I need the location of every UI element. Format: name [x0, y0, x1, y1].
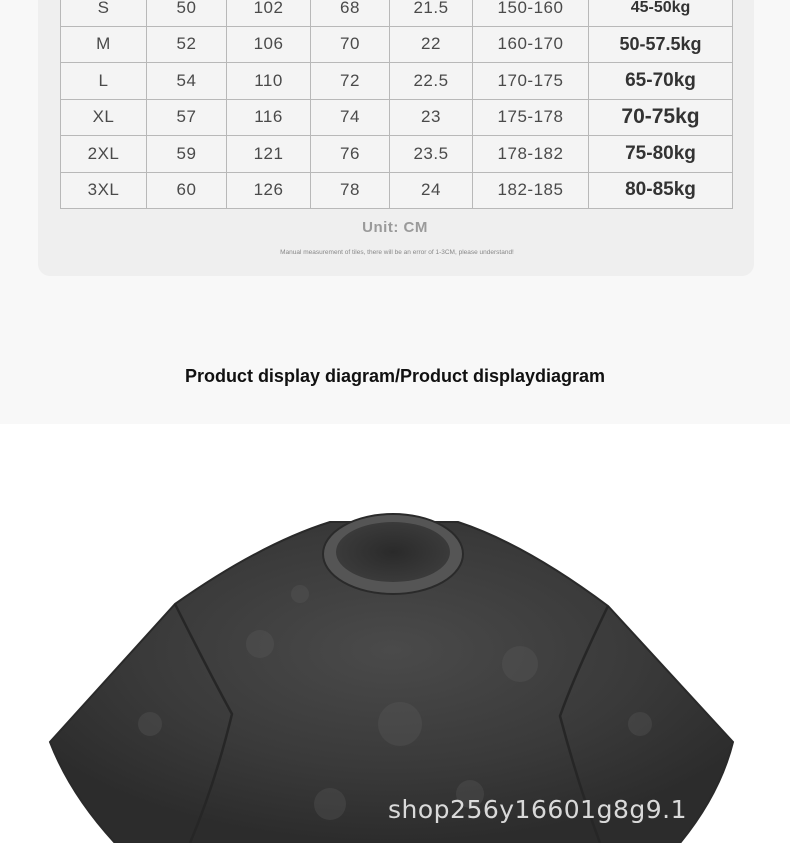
height-cell: 150-160: [473, 0, 589, 26]
measure-cell: 22: [390, 26, 473, 63]
measure-cell: 70: [311, 26, 390, 63]
table-row: [61, 63, 733, 100]
height-cell: 182-185: [473, 172, 589, 209]
table-row: [61, 0, 733, 26]
weight-cell: 75-80kg: [589, 136, 733, 173]
measure-cell: 78: [311, 172, 390, 209]
measure-cell: 110: [227, 63, 311, 100]
measure-cell: 116: [227, 99, 311, 136]
measure-cell: 50: [147, 0, 227, 26]
measure-cell: 72: [311, 63, 390, 100]
measure-cell: 74: [311, 99, 390, 136]
tshirt-photo-icon: [0, 424, 790, 843]
size-cell: 2XL: [61, 136, 147, 173]
measurement-note: Manual measurement of tiles, there will be an error of 1-3CM, please understand!: [280, 249, 514, 256]
measure-cell: 59: [147, 136, 227, 173]
size-cell: L: [61, 63, 147, 100]
weight-cell: 70-75kg: [589, 99, 733, 136]
measure-cell: 54: [147, 63, 227, 100]
unit-label: Unit: CM: [362, 219, 428, 236]
table-row: [61, 136, 733, 173]
weight-cell: 80-85kg: [589, 172, 733, 209]
measure-cell: 76: [311, 136, 390, 173]
height-cell: 160-170: [473, 26, 589, 63]
measure-cell: 121: [227, 136, 311, 173]
measure-cell: 23: [390, 99, 473, 136]
measure-cell: 60: [147, 172, 227, 209]
watermark-text: shop256y16601g8g9.1: [388, 795, 687, 824]
size-cell: M: [61, 26, 147, 63]
section-title: Product display diagram/Product displaydiagram: [184, 366, 606, 386]
table-row: [61, 26, 733, 63]
measure-cell: 68: [311, 0, 390, 26]
height-cell: 175-178: [473, 99, 589, 136]
weight-cell: 45-50kg: [589, 0, 733, 26]
measure-cell: 21.5: [390, 0, 473, 26]
measure-cell: 106: [227, 26, 311, 63]
height-cell: 178-182: [473, 136, 589, 173]
measure-cell: 22.5: [390, 63, 473, 100]
product-photo: [0, 424, 790, 843]
measure-cell: 23.5: [390, 136, 473, 173]
size-cell: 3XL: [61, 172, 147, 209]
measure-cell: 52: [147, 26, 227, 63]
table-row: [61, 172, 733, 209]
height-cell: 170-175: [473, 63, 589, 100]
size-table: [60, 0, 733, 209]
table-row: [61, 99, 733, 136]
measure-cell: 57: [147, 99, 227, 136]
weight-cell: 65-70kg: [589, 63, 733, 100]
measure-cell: 102: [227, 0, 311, 26]
measure-cell: 24: [390, 172, 473, 209]
weight-cell: 50-57.5kg: [589, 26, 733, 63]
measure-cell: 126: [227, 172, 311, 209]
size-cell: S: [61, 0, 147, 26]
size-cell: XL: [61, 99, 147, 136]
